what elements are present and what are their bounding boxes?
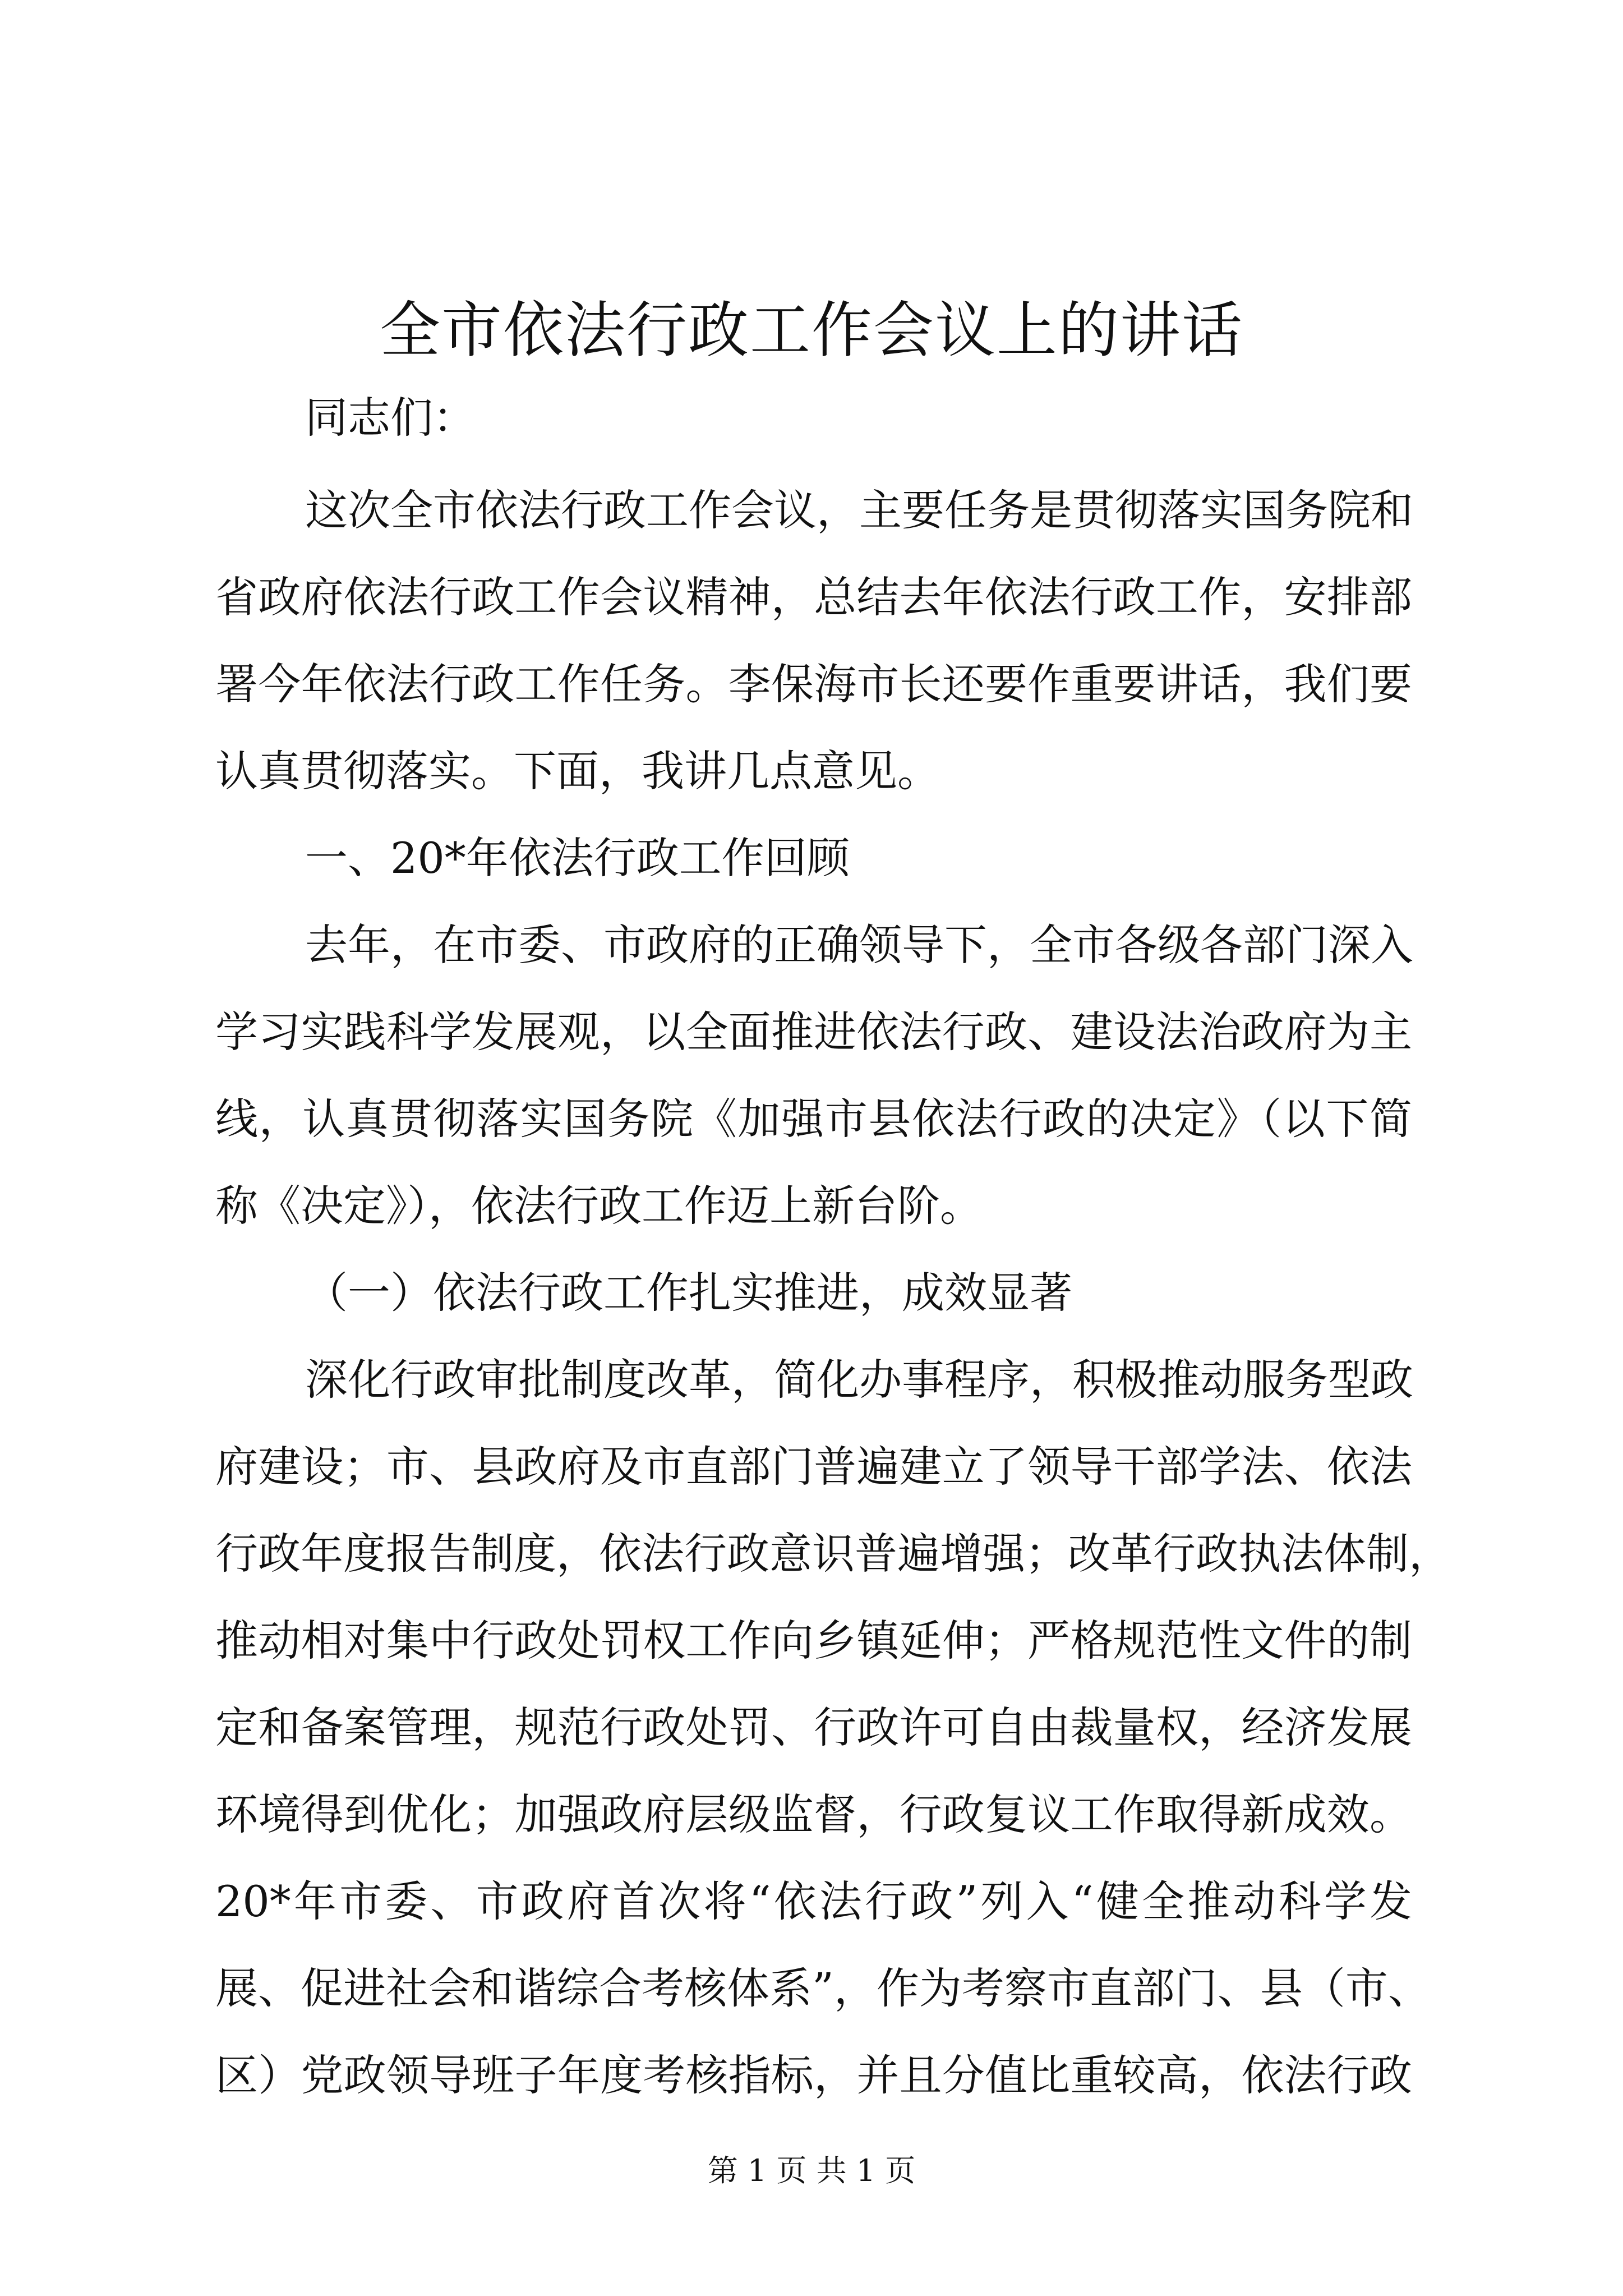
paragraph-line: 府建设；市、县政府及市直部门普遍建立了领导干部学法、依法 xyxy=(215,1442,1412,1492)
paragraph-line: 线，认真贯彻落实国务院《加强市县依法行政的决定》（以下简 xyxy=(215,1094,1412,1144)
paragraph-line: 环境得到优化；加强政府层级监督，行政复议工作取得新成效。 xyxy=(215,1789,1412,1839)
page-footer: 第 1 页 共 1 页 xyxy=(707,2153,916,2188)
paragraph-line: 深化行政审批制度改革，简化办事程序，积极推动服务型政 xyxy=(305,1355,1413,1405)
paragraph-line: 这次全市依法行政工作会议，主要任务是贯彻落实国务院和 xyxy=(305,485,1413,535)
paragraph-line: 展、促进社会和谐综合考核体系”，作为考察市直部门、县（市、 xyxy=(215,1963,1431,2013)
section-heading: 一、20*年依法行政工作回顾 xyxy=(305,833,850,883)
paragraph-line: 学习实践科学发展观，以全面推进依法行政、建设法治政府为主 xyxy=(215,1007,1412,1057)
paragraph-line: 省政府依法行政工作会议精神，总结去年依法行政工作，安排部 xyxy=(215,572,1412,622)
salutation-line: 同志们： xyxy=(305,393,476,443)
paragraph-line: 推动相对集中行政处罚权工作向乡镇延伸；严格规范性文件的制 xyxy=(215,1616,1412,1665)
paragraph-line: 行政年度报告制度，依法行政意识普遍增强；改革行政执法体制， xyxy=(215,1529,1451,1579)
paragraph-line: 认真贯彻落实。下面，我讲几点意见。 xyxy=(215,746,940,796)
paragraph-line: 署今年依法行政工作任务。李保海市长还要作重要讲话，我们要 xyxy=(215,659,1412,709)
paragraph-line: 称《决定》），依法行政工作迈上新台阶。 xyxy=(215,1181,983,1231)
paragraph-line: 定和备案管理，规范行政处罚、行政许可自由裁量权，经济发展 xyxy=(215,1703,1412,1752)
paragraph-line: 区）党政领导班子年度考核指标，并且分值比重较高，依法行政 xyxy=(215,2050,1412,2100)
paragraph-line: 去年，在市委、市政府的正确领导下，全市各级各部门深入 xyxy=(305,920,1413,970)
document-title: 全市依法行政工作会议上的讲话 xyxy=(379,296,1243,366)
paragraph-line: 20*年市委、市政府首次将“依法行政”列入“健全推动科学发 xyxy=(215,1876,1412,1926)
subsection-heading: （一）依法行政工作扎实推进，成效显著 xyxy=(305,1268,1072,1318)
